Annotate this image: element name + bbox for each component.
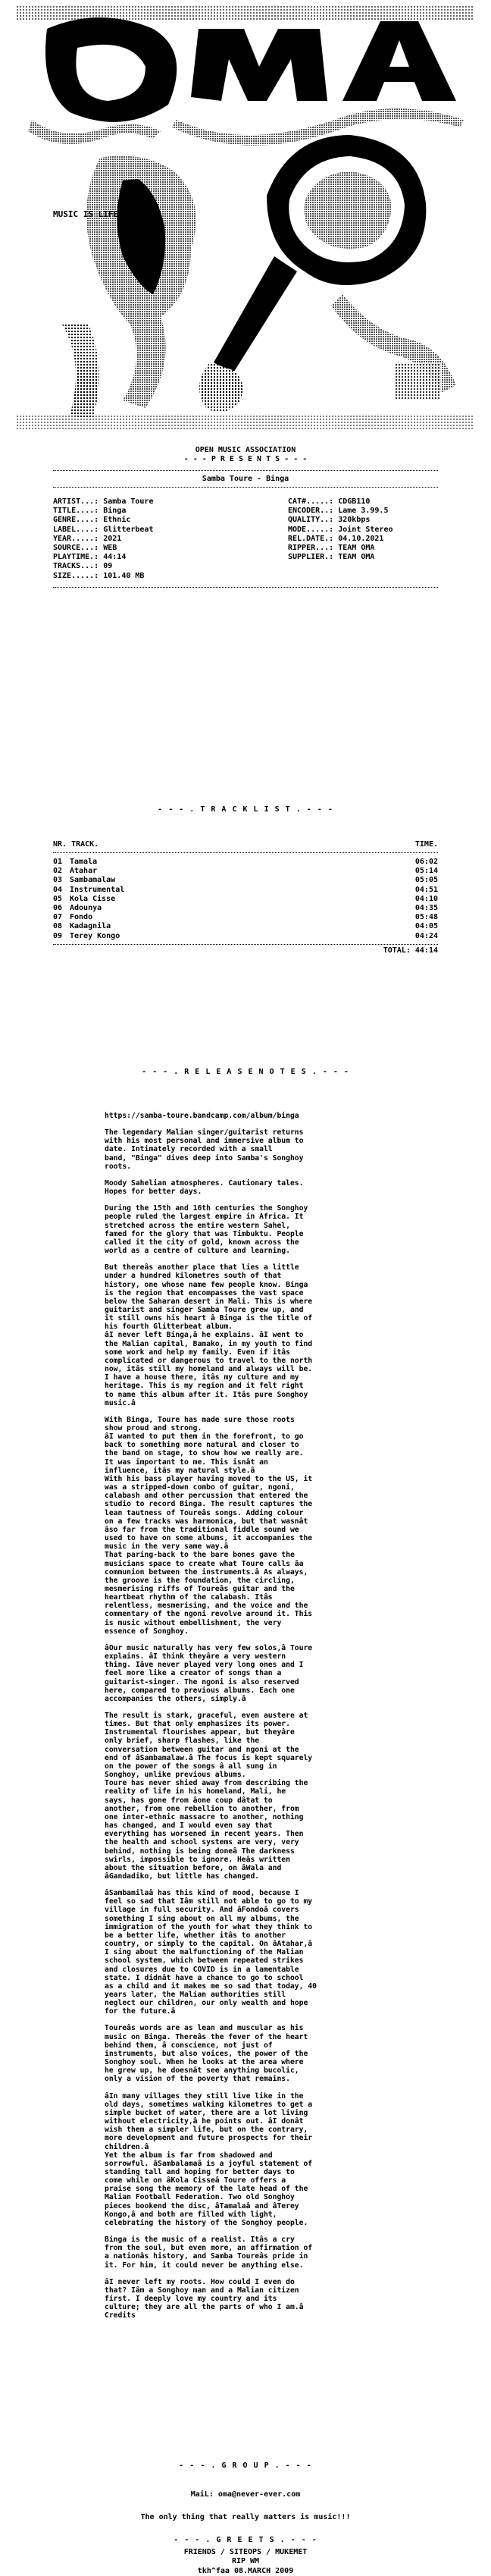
info-key: CAT#.....:	[288, 497, 339, 506]
track-title: Adounya	[70, 904, 102, 913]
notes-paragraph: https://samba-toure.bandcamp.com/album/binga	[105, 1112, 299, 1120]
info-row	[288, 497, 392, 507]
track-time: 04:35	[414, 904, 438, 913]
info-row	[288, 535, 392, 544]
info-row	[53, 553, 153, 562]
greets-line: FRIENDS / SITEOPS / MUKEMET	[183, 2548, 308, 2556]
track-row	[53, 895, 438, 904]
greets-line: RIP WM	[231, 2557, 260, 2566]
info-key: SOURCE...:	[53, 544, 104, 553]
group-motto: The only thing that really matters is music!!!	[140, 2513, 351, 2521]
info-row	[288, 507, 392, 516]
info-key: REL.DATE.:	[288, 534, 339, 543]
track-title: Instrumental	[70, 885, 125, 894]
track-row	[53, 886, 438, 895]
info-key: QUALITY..:	[288, 516, 339, 525]
info-value: TEAM OMA	[338, 544, 375, 553]
info-value: WEB	[103, 544, 117, 553]
divider	[53, 487, 438, 488]
ascii-dancer-art	[62, 156, 196, 420]
track-row	[53, 876, 438, 885]
greets-line: tkh^faa 08.MARCH 2009	[197, 2566, 294, 2575]
info-value: 09	[103, 562, 113, 571]
info-key: SUPPLIER.:	[288, 553, 339, 562]
track-title: Tamala	[70, 858, 98, 866]
track-time: 06:02	[414, 858, 438, 866]
info-key: LABEL....:	[53, 525, 104, 534]
info-value: 320kbps	[338, 516, 371, 525]
notes-paragraph: âSambamilaâ has this kind of mood, because I feel so sad that Iâm still not able to go to my village in full security. And âFondoâ covers something I sing about on all my albums, the immigration of the youth for what they think to be a better life, whether itâs to another country, or simply to the capital. On âAtahar,â I sing about the malfunctioning of the Malian school system, which between repeated strikes and closures due to COVID is in a lamentable state. I didnât have a chance to go to school as a child and it makes me so sad that today, 40 years later, the Malian authorities still neglect our children, our only wealth and hope for the future.â	[105, 1889, 317, 2016]
info-key: TRACKS...:	[53, 562, 104, 571]
group-mail: MaiL: oma@never-ever.com	[190, 2490, 301, 2499]
track-row	[53, 858, 438, 867]
total-playtime: TOTAL: 44:14	[383, 946, 438, 955]
notes-paragraph: During the 15th and 16th centuries the Songhoy people ruled the largest empire in Africa. It stretched across the entire western Sahel, famed for the glory that was Timbuktu. People called it the city of gold, known across the world as a centre of culture and learning.	[105, 1204, 308, 1256]
track-title: Atahar	[70, 867, 98, 876]
info-row	[53, 544, 153, 553]
group-heading: - - - . G R O U P . - - -	[179, 2461, 312, 2470]
info-value: Glitterbeat	[103, 525, 154, 534]
notes-paragraph: âOur music naturally has very few solos,â Toure explains. âI think theyâre a very western thing. Iâve never played very long ones and I feel more like a creator of songs than a guitarist-singer. The ngoni is also reserved here, compared to previous albums. Each one accompanies the others, simply.â	[105, 1643, 313, 1703]
info-row	[53, 516, 153, 525]
info-key: RIPPER...:	[288, 544, 339, 553]
notes-paragraph: âI never left my roots. How could I even do that? Iâm a Songhoy man and a Malian citizen first. I deeply love my country and its culture; they are all the parts of who I am.â Credits	[105, 2277, 304, 2320]
release-info-left	[53, 497, 153, 581]
track-title: Kola Cisse	[70, 894, 116, 903]
info-key: MODE.....:	[288, 525, 339, 534]
notes-paragraph: But thereâs another place that lies a little under a hundred kilometres south of that history, one whose name few people know. Binga is the region that encompasses the vast space below the Saharan desert in Mali. This is where guitarist and singer Samba Toure grew up, and it still owns his heart â Binga is the title of his fourth Glitterbeat album. âI never left Binga,â he explains. âI went to the Malian capital, Bamako, in my youth to find some work and help my family. Even if itâs complicated or dangerous to travel to the north now, itâs still my homeland and always will be. I have a house there, itâs my culture and my heritage. This is my region and it felt right to name this album after it. Itâs pure Songhoy music.â	[105, 1263, 313, 1407]
info-row	[53, 497, 153, 507]
info-row	[53, 562, 153, 571]
association-name: OPEN MUSIC ASSOCIATION	[195, 446, 296, 454]
info-value: Binga	[103, 507, 127, 516]
track-number: 04	[53, 885, 63, 894]
track-number: 09	[53, 931, 63, 940]
track-title: Fondo	[70, 913, 93, 922]
track-title: Terey Kongo	[70, 931, 120, 940]
track-list	[53, 840, 438, 955]
info-value: Lame 3.99.5	[338, 507, 389, 516]
notes-paragraph: Toureâs words are as lean and muscular as his music on Binga. Thereâs the fever of the heart behind them, â conscience, not just of instruments, but also voices, the power of the Songhoy soul. When he looks at the area where he grew up, he doesnât see anything bucolic, only a vision of the poverty that remains.	[105, 2024, 308, 2084]
info-key: TITLE....:	[53, 507, 104, 516]
track-row	[53, 922, 438, 931]
divider	[53, 470, 438, 471]
track-row	[53, 913, 438, 922]
track-list-header	[53, 840, 438, 849]
release-header	[53, 446, 438, 464]
notes-paragraph: With Binga, Toure has made sure those roots show proud and strong. âI wanted to put them in the forefront, to go back to something more natural and closer to the band on stage, to show how we really are. It was important to me. This isnât an influence, itâs my natural style.â With his bass player having moved to the US, it was a stripped-down combo of guitar, ngoni, calabash and other percussion that entered the studio to record Binga. The result captures the lean tautness of Toureâs songs. Adding colour on a few tracks was harmonica, but that wasnât âso far from the traditional fiddle sound we used to have on some albums, it accompanies the music in the very same way.â That paring-back to the bare bones gave the musicians space to create what Toure calls âa communion between the instruments.â As always, the groove is the foundation, the circling, mesmerising riffs of Toureâs guitar and the heartbeat rhythm of the calabash. Itâs relentless, mesmerising, and the voice and the commentary of the ngoni revolve around it. This is music without embellishment, the very essence of Songhoy.	[105, 1415, 313, 1636]
info-key: GENRE....:	[53, 516, 104, 525]
track-number: 03	[53, 876, 63, 885]
track-row	[53, 904, 438, 913]
info-value: Samba Toure	[103, 497, 154, 506]
track-number: 06	[53, 904, 63, 913]
info-value: 44:14	[103, 553, 127, 562]
track-number: 08	[53, 922, 63, 931]
notes-paragraph: âIn many villages they still live like in the old days, sometimes walking kilometres to get a simple bucket of water, there are a lot living without electricity,â he points out. âI donât wish them a simpler life, but on the contrary, more development and future prospects for their children.â Yet the album is far from shadowed and sorrowful. âSambalamaâ is a joyful statement of standing tall and hoping for better days to come while on âKola Cisseâ Toure offers a praise song the memory of the late head of the Malian Football Federation. Two old Songhoy pieces bookend the disc, âTamalaâ and âTerey Kongo,â and both are filled with light, celebrating the history of the Songhoy people.	[105, 2091, 313, 2227]
ascii-microphone-art	[199, 135, 456, 413]
info-value: 101.40 MB	[103, 571, 145, 580]
info-row	[53, 507, 153, 516]
track-time: 05:14	[414, 867, 438, 876]
info-row	[53, 535, 153, 544]
divider	[53, 587, 438, 588]
info-value: Joint Stereo	[338, 525, 393, 534]
info-row	[288, 526, 392, 535]
info-row	[288, 516, 392, 525]
info-row	[288, 553, 392, 562]
info-value: 2021	[103, 534, 122, 543]
info-key: ARTIST...:	[53, 497, 104, 506]
track-title: Kadagnila	[70, 922, 111, 931]
track-number: 07	[53, 913, 63, 922]
info-value: Ethnic	[103, 516, 131, 525]
track-number: 01	[53, 858, 63, 866]
track-number-column-header: NR. TRACK.	[53, 840, 99, 849]
info-row	[53, 526, 153, 535]
track-row	[53, 867, 438, 876]
notes-paragraph: The result is stark, graceful, even austere at times. But that only emphasizes its power. Instrumental flourishes appear, but theyâre only brief, sharp flashes, like the conversation between guitar and ngoni at the end of âSambamalaw.â The focus is kept squarely on the power of the songs â all sung in Songhoy, unlike previous albums. Toure has never shied away from describing the reality of life in his homeland, Mali, he says, has gone from âone coup dâtat to another, from one rebellion to another, from one inter-ethnic massacre to another, nothing has changed, and I would even say that everything has worsened in recent years. Then the health and school systems are very, very behind, nothing is being doneâ The darkness swirls, impossible to ignore. Heâs written about the situation before, on âWala and âGandadiko, but little has changed.	[105, 1712, 313, 1881]
greets-lines	[53, 2548, 438, 2576]
info-row	[288, 544, 392, 553]
greets-heading: - - - . G R E E T S . - - -	[174, 2536, 317, 2544]
info-row	[53, 572, 153, 581]
divider	[53, 852, 438, 853]
track-number: 05	[53, 894, 63, 903]
track-row	[53, 932, 438, 941]
release-notes	[105, 1112, 388, 2328]
info-value: CDGB110	[338, 497, 371, 506]
release-info-right	[288, 497, 392, 562]
track-number: 02	[53, 867, 63, 876]
track-list-heading: - - - . T R A C K L I S T . - - -	[158, 805, 333, 814]
divider	[53, 944, 438, 945]
notes-paragraph: The legendary Malian singer/guitarist returns with his most personal and immersive album to date. Intimately recorded with a small band, "Binga" dives deep into Samba's Songhoy roots.	[105, 1128, 304, 1171]
track-time: 05:48	[414, 913, 438, 922]
notes-paragraph: Binga is the music of a realist. Itâs a cry from the soul, but even more, an affirmation of a nationâs history, and Samba Toureâs pride in it. For him, it could never be anything else.	[105, 2236, 313, 2270]
track-title: Sambamalaw	[70, 876, 116, 885]
track-time: 04:24	[414, 931, 438, 940]
presents-line: - - - P R E S E N T S - - -	[183, 455, 308, 463]
info-value: 04.10.2021	[338, 534, 384, 543]
track-time: 04:51	[414, 885, 438, 894]
info-value: TEAM OMA	[338, 553, 375, 562]
info-key: SIZE.....:	[53, 571, 104, 580]
tagline: MUSIC IS LIFE!!!	[53, 209, 133, 219]
track-rows	[53, 858, 438, 941]
track-time: 04:05	[414, 922, 438, 931]
track-time: 05:05	[414, 876, 438, 885]
release-notes-heading: - - - . R E L E A S E N O T E S . - - -	[142, 1068, 349, 1076]
track-time: 04:10	[414, 894, 438, 903]
notes-paragraph: Moody Sahelian atmospheres. Cautionary tales. Hopes for better days.	[105, 1178, 304, 1197]
info-key: YEAR.....:	[53, 534, 104, 543]
release-title: Samba Toure - Binga	[202, 475, 289, 483]
info-key: PLAYTIME.:	[53, 553, 104, 562]
logo-lettering	[28, 17, 464, 146]
track-time-column-header: TIME.	[414, 840, 438, 849]
info-key: ENCODER..:	[288, 507, 339, 516]
